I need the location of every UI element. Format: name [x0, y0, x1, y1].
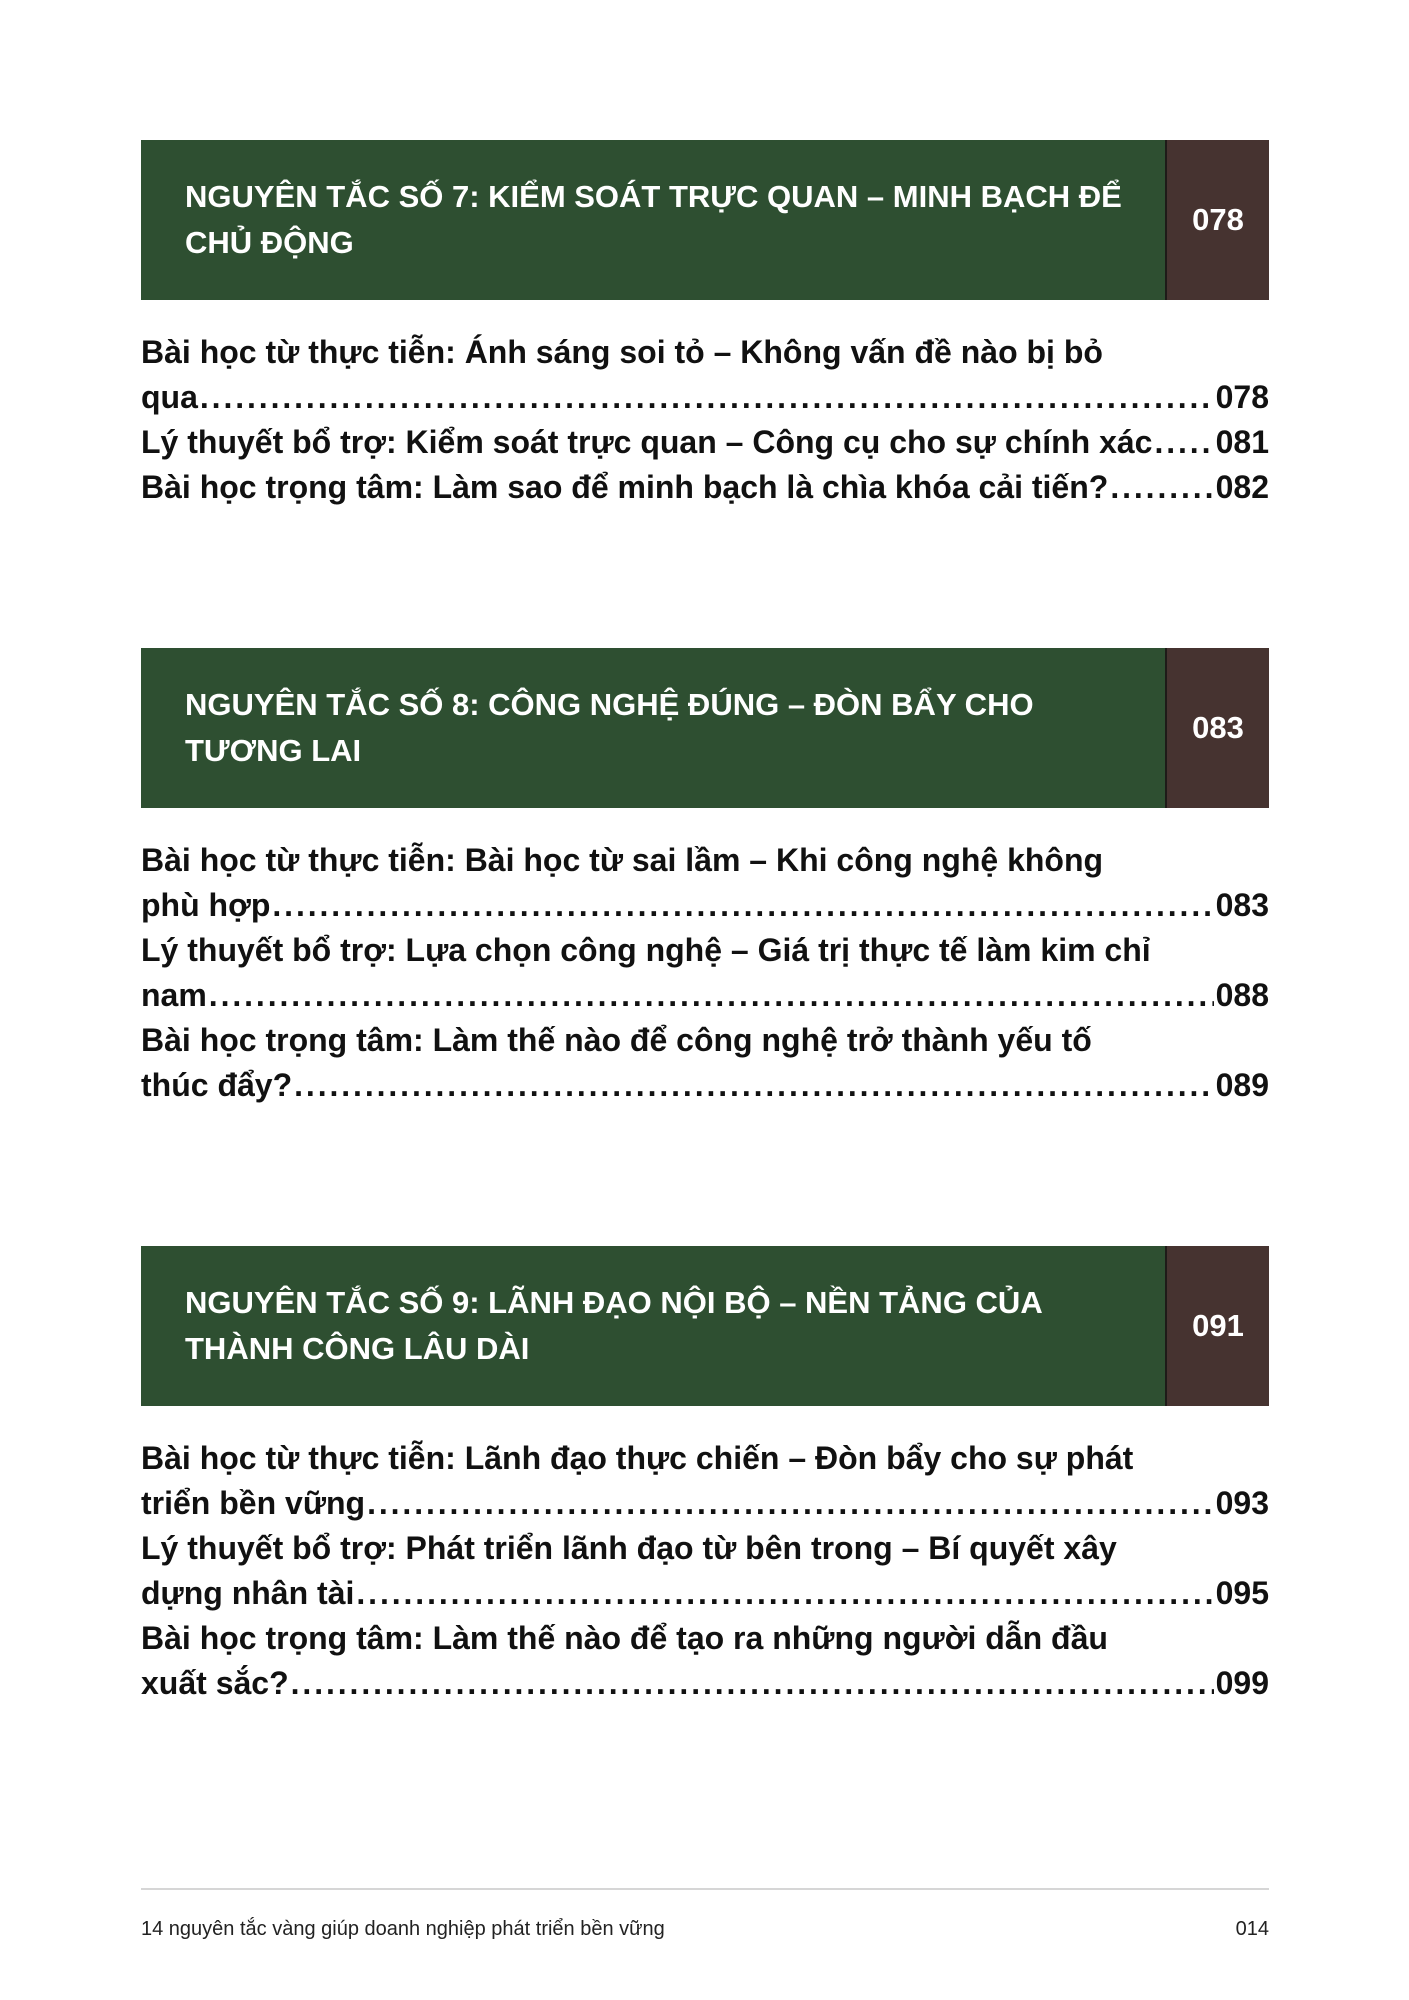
dot-leader: [356, 1571, 1213, 1616]
toc-entry[interactable]: [141, 928, 1269, 1018]
entry-text: triển bền vững: [141, 1485, 366, 1521]
entry-text: qua: [141, 379, 198, 415]
entry-text: Lý thuyết bổ trợ: Kiểm soát trực quan – Công cụ cho sự chính xác: [141, 424, 1153, 460]
toc-section-8: [141, 648, 1269, 1108]
entry-page-number: 082: [1215, 469, 1269, 505]
toc-section-7: [141, 140, 1269, 510]
entry-text: dựng nhân tài: [141, 1575, 355, 1611]
chapter-banner[interactable]: [141, 140, 1269, 300]
entry-page-number: 088: [1215, 977, 1269, 1013]
dot-leader: [1110, 465, 1213, 510]
chapter-title: NGUYÊN TẮC SỐ 8: CÔNG NGHỆ ĐÚNG – ĐÒN BẨY CHO TƯƠNG LAI: [141, 648, 1165, 808]
entry-text-line1: Bài học trọng tâm: Làm thế nào để công nghệ trở thành yếu tố: [141, 1022, 1092, 1058]
chapter-title: NGUYÊN TẮC SỐ 7: KIỂM SOÁT TRỰC QUAN – MINH BẠCH ĐỂ CHỦ ĐỘNG: [141, 140, 1165, 300]
toc-entry[interactable]: [141, 838, 1269, 928]
entry-text: phù hợp: [141, 887, 271, 923]
entry-page-number: 081: [1215, 424, 1269, 460]
dot-leader: [1154, 420, 1213, 465]
chapter-page-number: 078: [1165, 140, 1269, 300]
dot-leader: [367, 1481, 1214, 1526]
footer-divider: [141, 1888, 1269, 1890]
entry-text: thúc đẩy?: [141, 1067, 293, 1103]
chapter-banner[interactable]: [141, 648, 1269, 808]
entry-text-line1: Lý thuyết bổ trợ: Lựa chọn công nghệ – Giá trị thực tế làm kim chỉ: [141, 932, 1151, 968]
entry-text-line1: Bài học trọng tâm: Làm thế nào để tạo ra những người dẫn đầu: [141, 1620, 1108, 1656]
footer-page-number: 014: [1235, 1918, 1269, 1940]
entry-page-number: 099: [1215, 1665, 1269, 1701]
entry-page-number: 089: [1215, 1067, 1269, 1103]
entry-text: Bài học trọng tâm: Làm sao để minh bạch là chìa khóa cải tiến?: [141, 469, 1109, 505]
toc-entry[interactable]: [141, 1436, 1269, 1526]
toc-entry[interactable]: [141, 420, 1269, 465]
entry-page-number: 093: [1215, 1485, 1269, 1521]
toc-entry[interactable]: [141, 1616, 1269, 1706]
dot-leader: [200, 375, 1214, 420]
entry-text-line1: Bài học từ thực tiễn: Ánh sáng soi tỏ – Không vấn đề nào bị bỏ: [141, 334, 1103, 370]
toc-section-9: [141, 1246, 1269, 1706]
entry-text: xuất sắc?: [141, 1665, 289, 1701]
entry-text: nam: [141, 977, 207, 1013]
toc-entries: [141, 838, 1269, 1108]
chapter-page-number: 083: [1165, 648, 1269, 808]
dot-leader: [291, 1661, 1214, 1706]
entry-page-number: 078: [1215, 379, 1269, 415]
footer-book-title: 14 nguyên tắc vàng giúp doanh nghiệp phát triển bền vững: [141, 1918, 665, 1940]
dot-leader: [272, 883, 1213, 928]
toc-entries: [141, 330, 1269, 510]
entry-text-line1: Lý thuyết bổ trợ: Phát triển lãnh đạo từ bên trong – Bí quyết xây: [141, 1530, 1117, 1566]
toc-entry[interactable]: [141, 330, 1269, 420]
chapter-title: NGUYÊN TẮC SỐ 9: LÃNH ĐẠO NỘI BỘ – NỀN TẢNG CỦA THÀNH CÔNG LÂU DÀI: [141, 1246, 1165, 1406]
toc-entry[interactable]: [141, 1526, 1269, 1616]
entry-page-number: 083: [1215, 887, 1269, 923]
entry-page-number: 095: [1215, 1575, 1269, 1611]
dot-leader: [294, 1063, 1213, 1108]
entry-text-line1: Bài học từ thực tiễn: Bài học từ sai lầm – Khi công nghệ không: [141, 842, 1104, 878]
entry-text-line1: Bài học từ thực tiễn: Lãnh đạo thực chiến – Đòn bẩy cho sự phát: [141, 1440, 1134, 1476]
dot-leader: [209, 973, 1214, 1018]
chapter-page-number: 091: [1165, 1246, 1269, 1406]
chapter-banner[interactable]: [141, 1246, 1269, 1406]
toc-entry[interactable]: [141, 1018, 1269, 1108]
toc-entry[interactable]: [141, 465, 1269, 510]
toc-entries: [141, 1436, 1269, 1706]
